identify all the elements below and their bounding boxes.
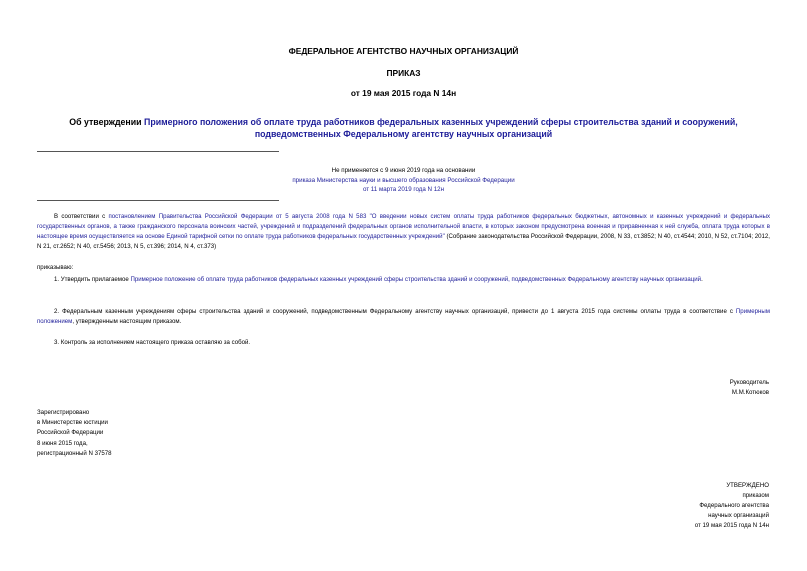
item-2 (37, 307, 770, 327)
preamble-paragraph (37, 212, 770, 252)
notice-link-line2[interactable]: приказа Министерства науки и высшего образования Российской Федерации (292, 176, 515, 184)
signature-role: Руководитель (729, 379, 769, 386)
preamble-decree-link[interactable]: постановлением Правительства Российской Федерации от 5 августа 2008 года N 583 "О введении новых систем оплаты труда работников федеральных бюджетных, автономных и казенных учреждений и федеральных государственных органов, а также гражданского персонала воинских частей, учреждений и подразделений федеральных органов исполнительной власти, в которых законом предусмотрена военная и приравненная к ней служба, оплата труда которых в настоящее время осуществляется на основе Единой тарифной сетки по оплате труда работников федеральных государственных учреждений" (37, 213, 771, 240)
approved-line: научных организаций (708, 512, 769, 519)
notice-line1: Не применяется с 9 июня 2019 года на основании (331, 167, 476, 174)
signature-block (730, 378, 769, 398)
title-link-line2[interactable]: подведомственных Федеральному агентству научных организаций (254, 129, 553, 139)
document-date: от 19 мая 2015 года N 14н (350, 88, 457, 98)
divider-top (37, 151, 279, 152)
item1-regulation-link[interactable]: Примерное положение об оплате труда работников федеральных казенных учреждений сферы строительства зданий и сооружений, подведомственных Федеральному агентству научных организаций (130, 276, 702, 283)
title-prefix: Об утверждении (69, 117, 145, 127)
approved-line: приказом (742, 492, 769, 499)
approved-block (695, 481, 769, 531)
item-3: 3. Контроль за исполнением настоящего приказа оставляю за собой. (54, 339, 251, 346)
item2-regulation-link[interactable]: Примерным положением (37, 308, 770, 325)
document-title (37, 116, 770, 140)
document-type: ПРИКАЗ (386, 68, 421, 78)
registration-line: регистрационный N 37578 (37, 449, 112, 457)
item2-end: , утвержденным настоящим приказом. (72, 318, 182, 325)
notice-link-line3[interactable]: от 11 марта 2019 года N 12н (362, 186, 445, 194)
item-1 (37, 275, 770, 285)
title-link-line1[interactable]: Примерного положения об оплате труда работников федеральных казенных учреждений сферы строительства зданий и сооружений, (144, 117, 738, 127)
item1-end: . (701, 276, 703, 283)
orders-word: приказываю: (37, 264, 74, 271)
divider-bottom (37, 200, 279, 201)
status-notice (37, 166, 770, 195)
item2-text: 2. Федеральным казенным учреждениям сферы строительства зданий и сооружений, подведомственным Федеральному агентству научных организаций, привести до 1 августа 2015 года системы оплаты труда в соответствие с (54, 308, 736, 315)
registration-line: 8 июня 2015 года, (37, 439, 88, 447)
registration-block (37, 408, 112, 459)
approved-line: УТВЕРЖДЕНО (726, 482, 769, 489)
approved-line: Федерального агентства (699, 502, 769, 509)
signature-name: М.М.Котюков (731, 389, 769, 396)
registration-line: Зарегистрировано (37, 409, 90, 416)
preamble-text2: (Собрание законодательства Российской Федерации, 2008, N 33, ст.3852; N 40, ст.4544; 2010, N 52, ст.7104; 2012, N 21, ст.2652; N 40, ст.5456; 2013, N 5, ст.396; 2014, N 4, ст.373) (37, 233, 770, 250)
registration-line: в Министерстве юстиции (37, 419, 108, 427)
preamble-text1: В соответствии с (54, 213, 109, 220)
approved-line: от 19 мая 2015 года N 14н (694, 522, 769, 529)
registration-line: Российской Федерации (37, 429, 104, 437)
agency-name: ФЕДЕРАЛЬНОЕ АГЕНТСТВО НАУЧНЫХ ОРГАНИЗАЦИЙ (288, 46, 519, 56)
item1-text: 1. Утвердить прилагаемое (54, 276, 131, 283)
